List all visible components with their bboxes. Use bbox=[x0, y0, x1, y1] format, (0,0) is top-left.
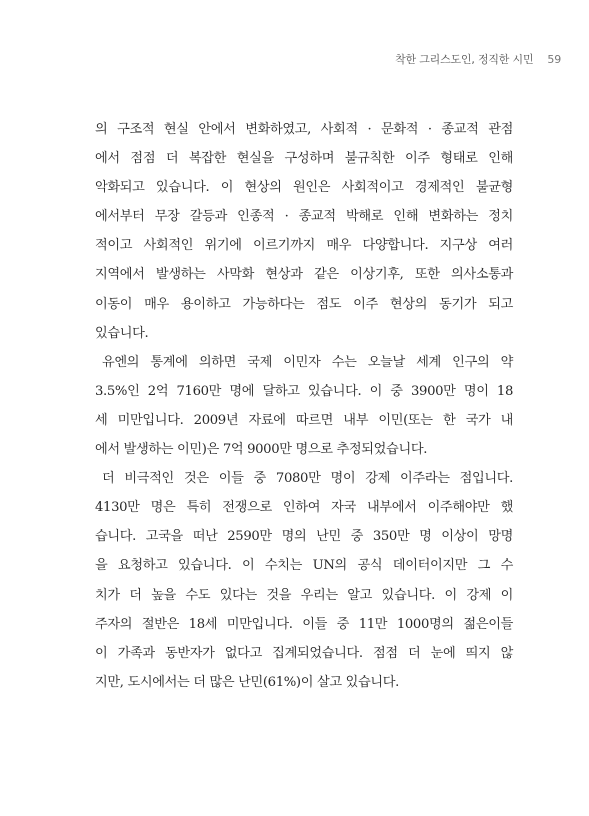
text-line: 세 미만입니다. 2009년 자료에 따르면 내부 이민(또는 한 국가 내 bbox=[95, 412, 513, 428]
text-line: 악화되고 있습니다. 이 현상의 원인은 사회적이고 경제적인 불균형 bbox=[95, 180, 513, 196]
text-line: 습니다. 고국을 떠난 2590만 명의 난민 중 350만 명 이상이 망명 bbox=[95, 529, 513, 545]
text-line: 치가 더 높을 수도 있다는 것을 우리는 알고 있습니다. 이 강제 이 bbox=[95, 587, 513, 603]
running-title: 착한 그리스도인, 정직한 시민 bbox=[395, 53, 534, 66]
text-line: 주자의 절반은 18세 미만입니다. 이들 중 11만 1000명의 젊은이들 bbox=[95, 616, 513, 632]
text-line: 의 구조적 현실 안에서 변화하였고, 사회적 · 문화적 · 종교적 관점 bbox=[95, 122, 513, 137]
body-text bbox=[95, 115, 513, 697]
text-line: 이 가족과 동반자가 없다고 집계되었습니다. 점점 더 눈에 띄지 않 bbox=[95, 645, 513, 661]
text-line: 에서 발생하는 이민)은 7억 9000만 명으로 추정되었습니다. bbox=[95, 442, 428, 458]
text-line: 에서부터 무장 갈등과 인종적 · 종교적 박해로 인해 변화하는 정치 bbox=[95, 209, 513, 225]
paragraph-start-line: 더 비극적인 것은 이들 중 7080만 명이 강제 이주라는 점입니다. bbox=[102, 471, 513, 487]
text-line: 있습니다. bbox=[95, 325, 149, 341]
text-line: 에서 점점 더 복잡한 현실을 구성하며 불규칙한 이주 형태로 인해 bbox=[95, 151, 513, 167]
running-header bbox=[395, 51, 561, 67]
text-line: 지만, 도시에서는 더 많은 난민(61%)이 살고 있습니다. bbox=[95, 674, 399, 690]
text-line: 적이고 사회적인 위기에 이르기까지 매우 다양합니다. 지구상 여러 bbox=[95, 238, 513, 254]
text-line: 지역에서 발생하는 사막화 현상과 같은 이상기후, 또한 의사소통과 bbox=[95, 267, 513, 283]
text-line: 이동이 매우 용이하고 가능하다는 점도 이주 현상의 동기가 되고 bbox=[95, 296, 513, 312]
paragraph-start-line: 유엔의 통계에 의하면 국제 이민자 수는 오늘날 세계 인구의 약 bbox=[102, 354, 513, 370]
text-line: 3.5%인 2억 7160만 명에 달하고 있습니다. 이 중 3900만 명이 18 bbox=[95, 383, 513, 399]
text-line: 을 요청하고 있습니다. 이 수치는 UN의 공식 데이터이지만 그 수 bbox=[95, 558, 513, 574]
text-line: 4130만 명은 특히 전쟁으로 인하여 자국 내부에서 이주해야만 했 bbox=[95, 500, 513, 516]
page-number: 59 bbox=[547, 53, 561, 66]
